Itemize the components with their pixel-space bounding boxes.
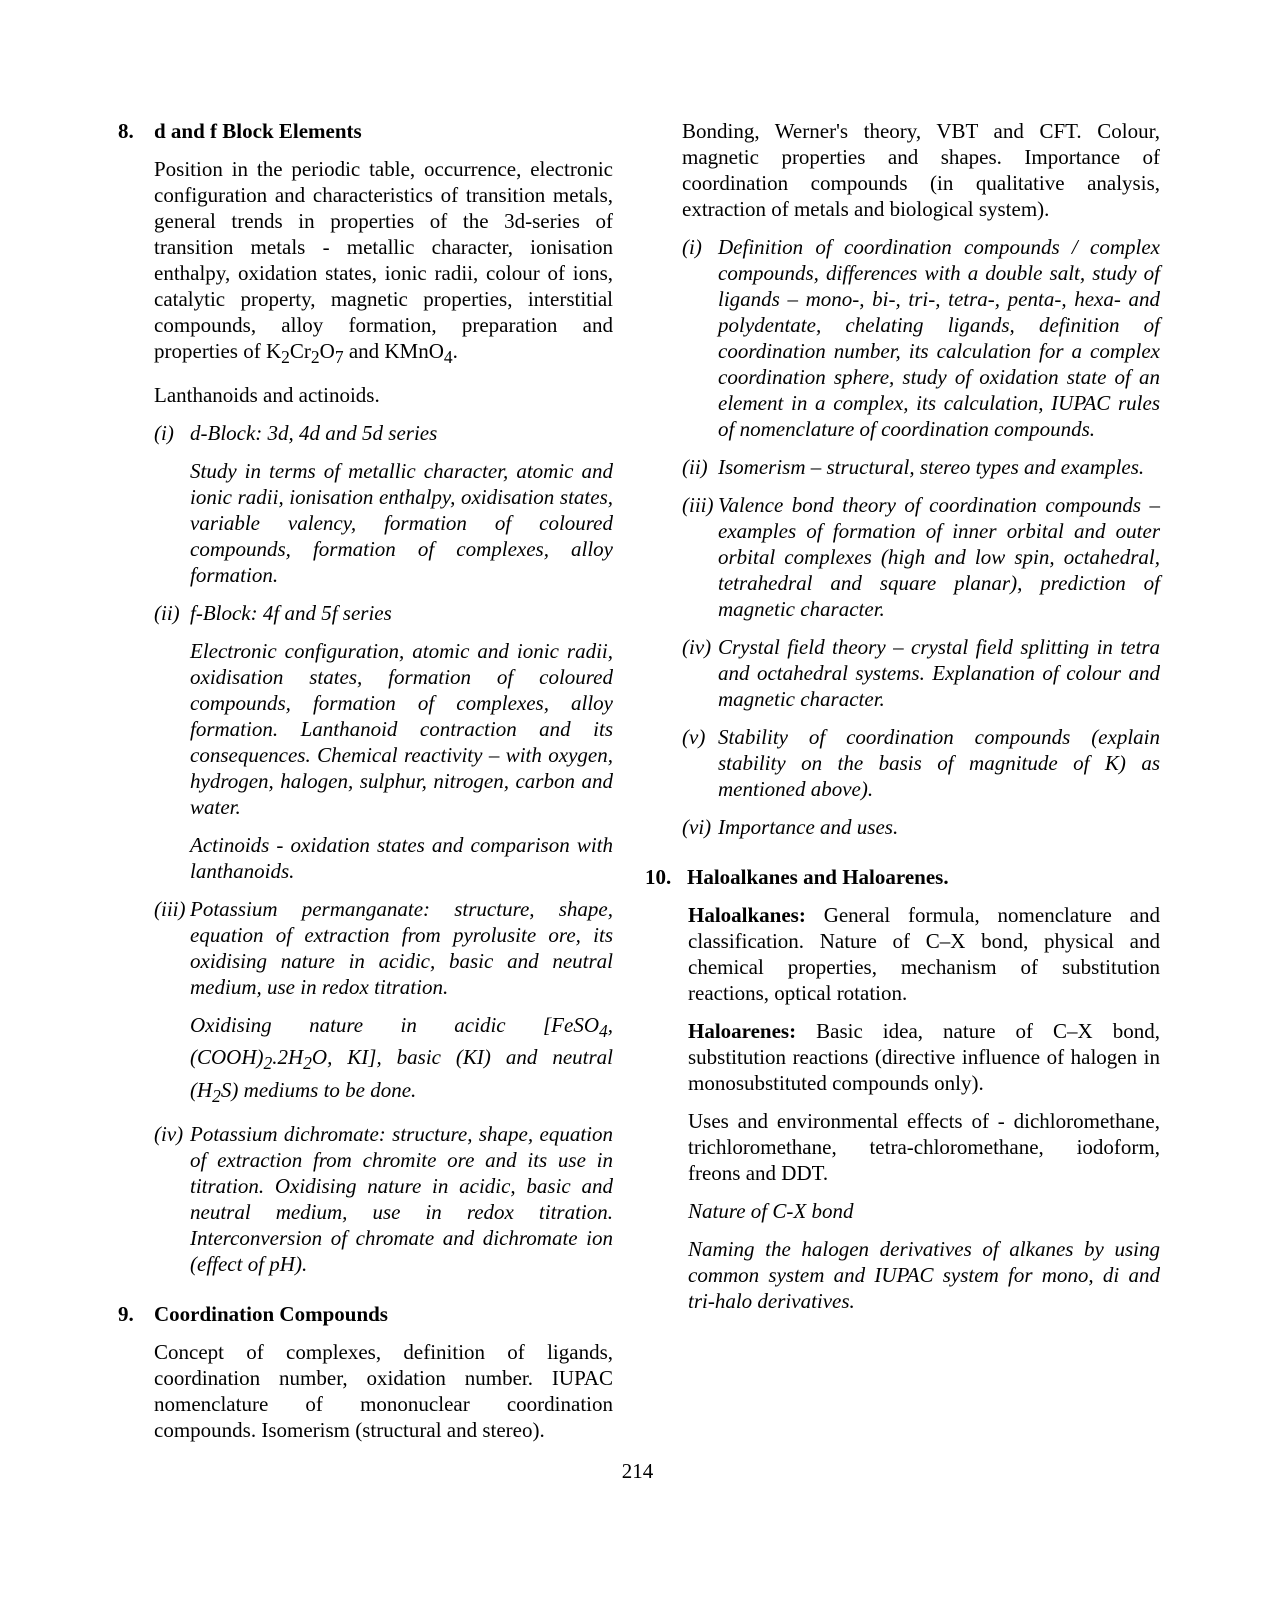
item-label: (i): [154, 421, 174, 446]
page-number: 214: [621, 1459, 654, 1483]
lanthanoids-line: Lanthanoids and actinoids.: [154, 383, 380, 408]
subscript: 4: [443, 347, 453, 368]
formula-part: Cr: [289, 339, 311, 363]
formula-part: .: [452, 339, 458, 363]
formula-part: K: [265, 339, 282, 363]
section-8-heading: [118, 118, 613, 144]
d-block-body: Study in terms of metallic character, atomic and ionic radii, ionisation enthalpy, oxidisation states, variable valency, formation of coloured compounds, formation of complexes, alloy formation.: [190, 459, 613, 588]
text-part: O, KI], basic (KI) and neutral (H: [190, 1045, 613, 1102]
haloarenes-paragraph: [688, 1018, 1160, 1096]
section-9-heading: [118, 1301, 613, 1327]
item-label: (vi): [682, 815, 712, 839]
haloalkanes-paragraph: [688, 902, 1160, 1006]
subscript: 2: [303, 1053, 312, 1074]
section-title: d and f Block Elements: [154, 119, 362, 143]
list-item: [682, 724, 1160, 802]
item-label: (i): [682, 235, 702, 259]
haloarenes-label: Haloarenes:: [688, 1019, 797, 1043]
haloalkanes-label: Haloalkanes:: [688, 903, 806, 927]
item-text: Potassium permanganate: structure, shape, equation of extraction from pyrolusite ore, its oxidising nature in acidic, basic and neutral medium, use in redox titration.: [190, 897, 613, 1000]
text-part: S) mediums to be done.: [220, 1077, 417, 1102]
section-title: Haloalkanes and Haloarenes.: [687, 865, 949, 889]
nature-line: Nature of C-X bond: [688, 1199, 854, 1223]
f-block-body: Electronic configuration, atomic and ionic radii, oxidisation states, formation of coloured compounds, formation of complexes, alloy formation. Lanthanoid contraction and its consequences. Chemical reactivity – with oxygen, hydrogen, halogen, sulphur, nitrogen, carbon and water.: [190, 639, 613, 820]
section-10-heading: [645, 864, 1160, 890]
item-label: (ii): [154, 601, 180, 626]
item-text: Definition of coordination compounds / complex compounds, differences with a double salt, study of ligands – mono-, bi-, tri-, tetra-, penta-, hexa- and polydentate, chelating ligands, definition of coordination number, its calculation for a complex coordination sphere, study of oxidation state of an element in a complex, its calculation, IUPAC rules of nomenclature of coordination compounds.: [718, 235, 1160, 441]
haloalkanes-text: General formula, nomenclature and classification. Nature of C–X bond, physical and chemical properties, mechanism of substitution reactions, optical rotation.: [688, 903, 1160, 1005]
actinoids-body: Actinoids - oxidation states and comparison with lanthanoids.: [190, 833, 613, 884]
list-item-iii: [154, 896, 613, 1000]
subscript: 2: [212, 1085, 221, 1106]
item-text: Potassium dichromate: structure, shape, equation of extraction from chromite ore and its use in titration. Oxidising nature in acidic, basic and neutral medium, use in redox titration. Interconversion of chromate and dichromate ion (effect of pH).: [190, 1121, 613, 1276]
section-number: 8.: [118, 119, 134, 143]
item-text: Stability of coordination compounds (explain stability on the basis of magnitude of K) as mentioned above).: [718, 725, 1160, 801]
text-part: Oxidising nature in acidic [FeSO: [190, 1013, 599, 1038]
subscript: 2: [263, 1053, 273, 1074]
list-item-i: [154, 420, 613, 446]
list-item: [682, 634, 1160, 712]
formula-part: and KMnO: [343, 339, 444, 363]
list-item: [682, 814, 1160, 840]
item-text: Valence bond theory of coordination compounds – examples of formation of inner orbital and outer orbital complexes (high and low spin, octahedral, tetrahedral and square planar), prediction of magnetic character.: [718, 493, 1160, 621]
list-item: [682, 454, 1160, 480]
subscript: 7: [334, 347, 344, 368]
item-label: (iii): [682, 493, 714, 517]
section-number: 10.: [645, 865, 672, 889]
formula-part: O: [319, 339, 335, 363]
section-8-intro: [154, 156, 613, 370]
subscript: 4: [599, 1021, 608, 1042]
right-column: [645, 118, 1160, 1314]
item-label: (v): [682, 725, 706, 749]
list-item: [682, 492, 1160, 622]
item-text: Isomerism – structural, stereo types and examples.: [718, 455, 1145, 479]
list-item-ii: [154, 600, 613, 626]
text-part: .2H: [272, 1045, 304, 1070]
subscript: 2: [281, 347, 290, 368]
naming-paragraph: Naming the halogen derivatives of alkanes by using common system and IUPAC system for mono, di and tri-halo derivatives.: [688, 1237, 1160, 1313]
oxidising-nature: [190, 1012, 613, 1109]
section-9-continuation: Bonding, Werner's theory, VBT and CFT. Colour, magnetic properties and shapes. Importance of coordination compounds (in qualitative analysis, extraction of metals and biological system).: [682, 119, 1160, 221]
subscript: 2: [310, 347, 320, 368]
list-item-iv: [154, 1121, 613, 1277]
item-label: (iv): [682, 635, 712, 659]
section-9-intro: Concept of complexes, definition of ligands, coordination number, oxidation number. IUPAC nomenclature of mononuclear coordination compounds. Isomerism (structural and stereo).: [154, 1339, 613, 1442]
section-number: 9.: [118, 1301, 134, 1326]
uses-paragraph: Uses and environmental effects of - dichloromethane, trichloromethane, tetra-chloromethane, iodoform, freons and DDT.: [688, 1109, 1160, 1185]
item-text: Importance and uses.: [718, 815, 899, 839]
intro-text: Position in the periodic table, occurrence, electronic configuration and characteristics of transition metals, general trends in properties of the 3d-series of transition metals - metallic character, ionisation enthalpy, oxidation states, ionic radii, colour of ions, catalytic property, magnetic properties, interstitial compounds, alloy formation, preparation and properties of: [154, 157, 613, 363]
item-label: (ii): [682, 455, 708, 479]
left-column: [118, 118, 613, 1443]
item-text: Crystal field theory – crystal field splitting in tetra and octahedral systems. Explanation of colour and magnetic character.: [718, 635, 1160, 711]
item-label: (iii): [154, 897, 186, 922]
item-title: f-Block: 4f and 5f series: [190, 601, 392, 626]
text-part: , (COOH): [190, 1013, 613, 1070]
haloarenes-text: Basic idea, nature of C–X bond, substitution reactions (directive influence of halogen in monosubstituted compounds only).: [688, 1019, 1160, 1095]
coordination-list: [650, 234, 1160, 840]
item-label: (iv): [154, 1121, 184, 1146]
item-title: d-Block: 3d, 4d and 5d series: [190, 421, 438, 446]
section-title: Coordination Compounds: [154, 1301, 388, 1326]
list-item: [682, 234, 1160, 442]
